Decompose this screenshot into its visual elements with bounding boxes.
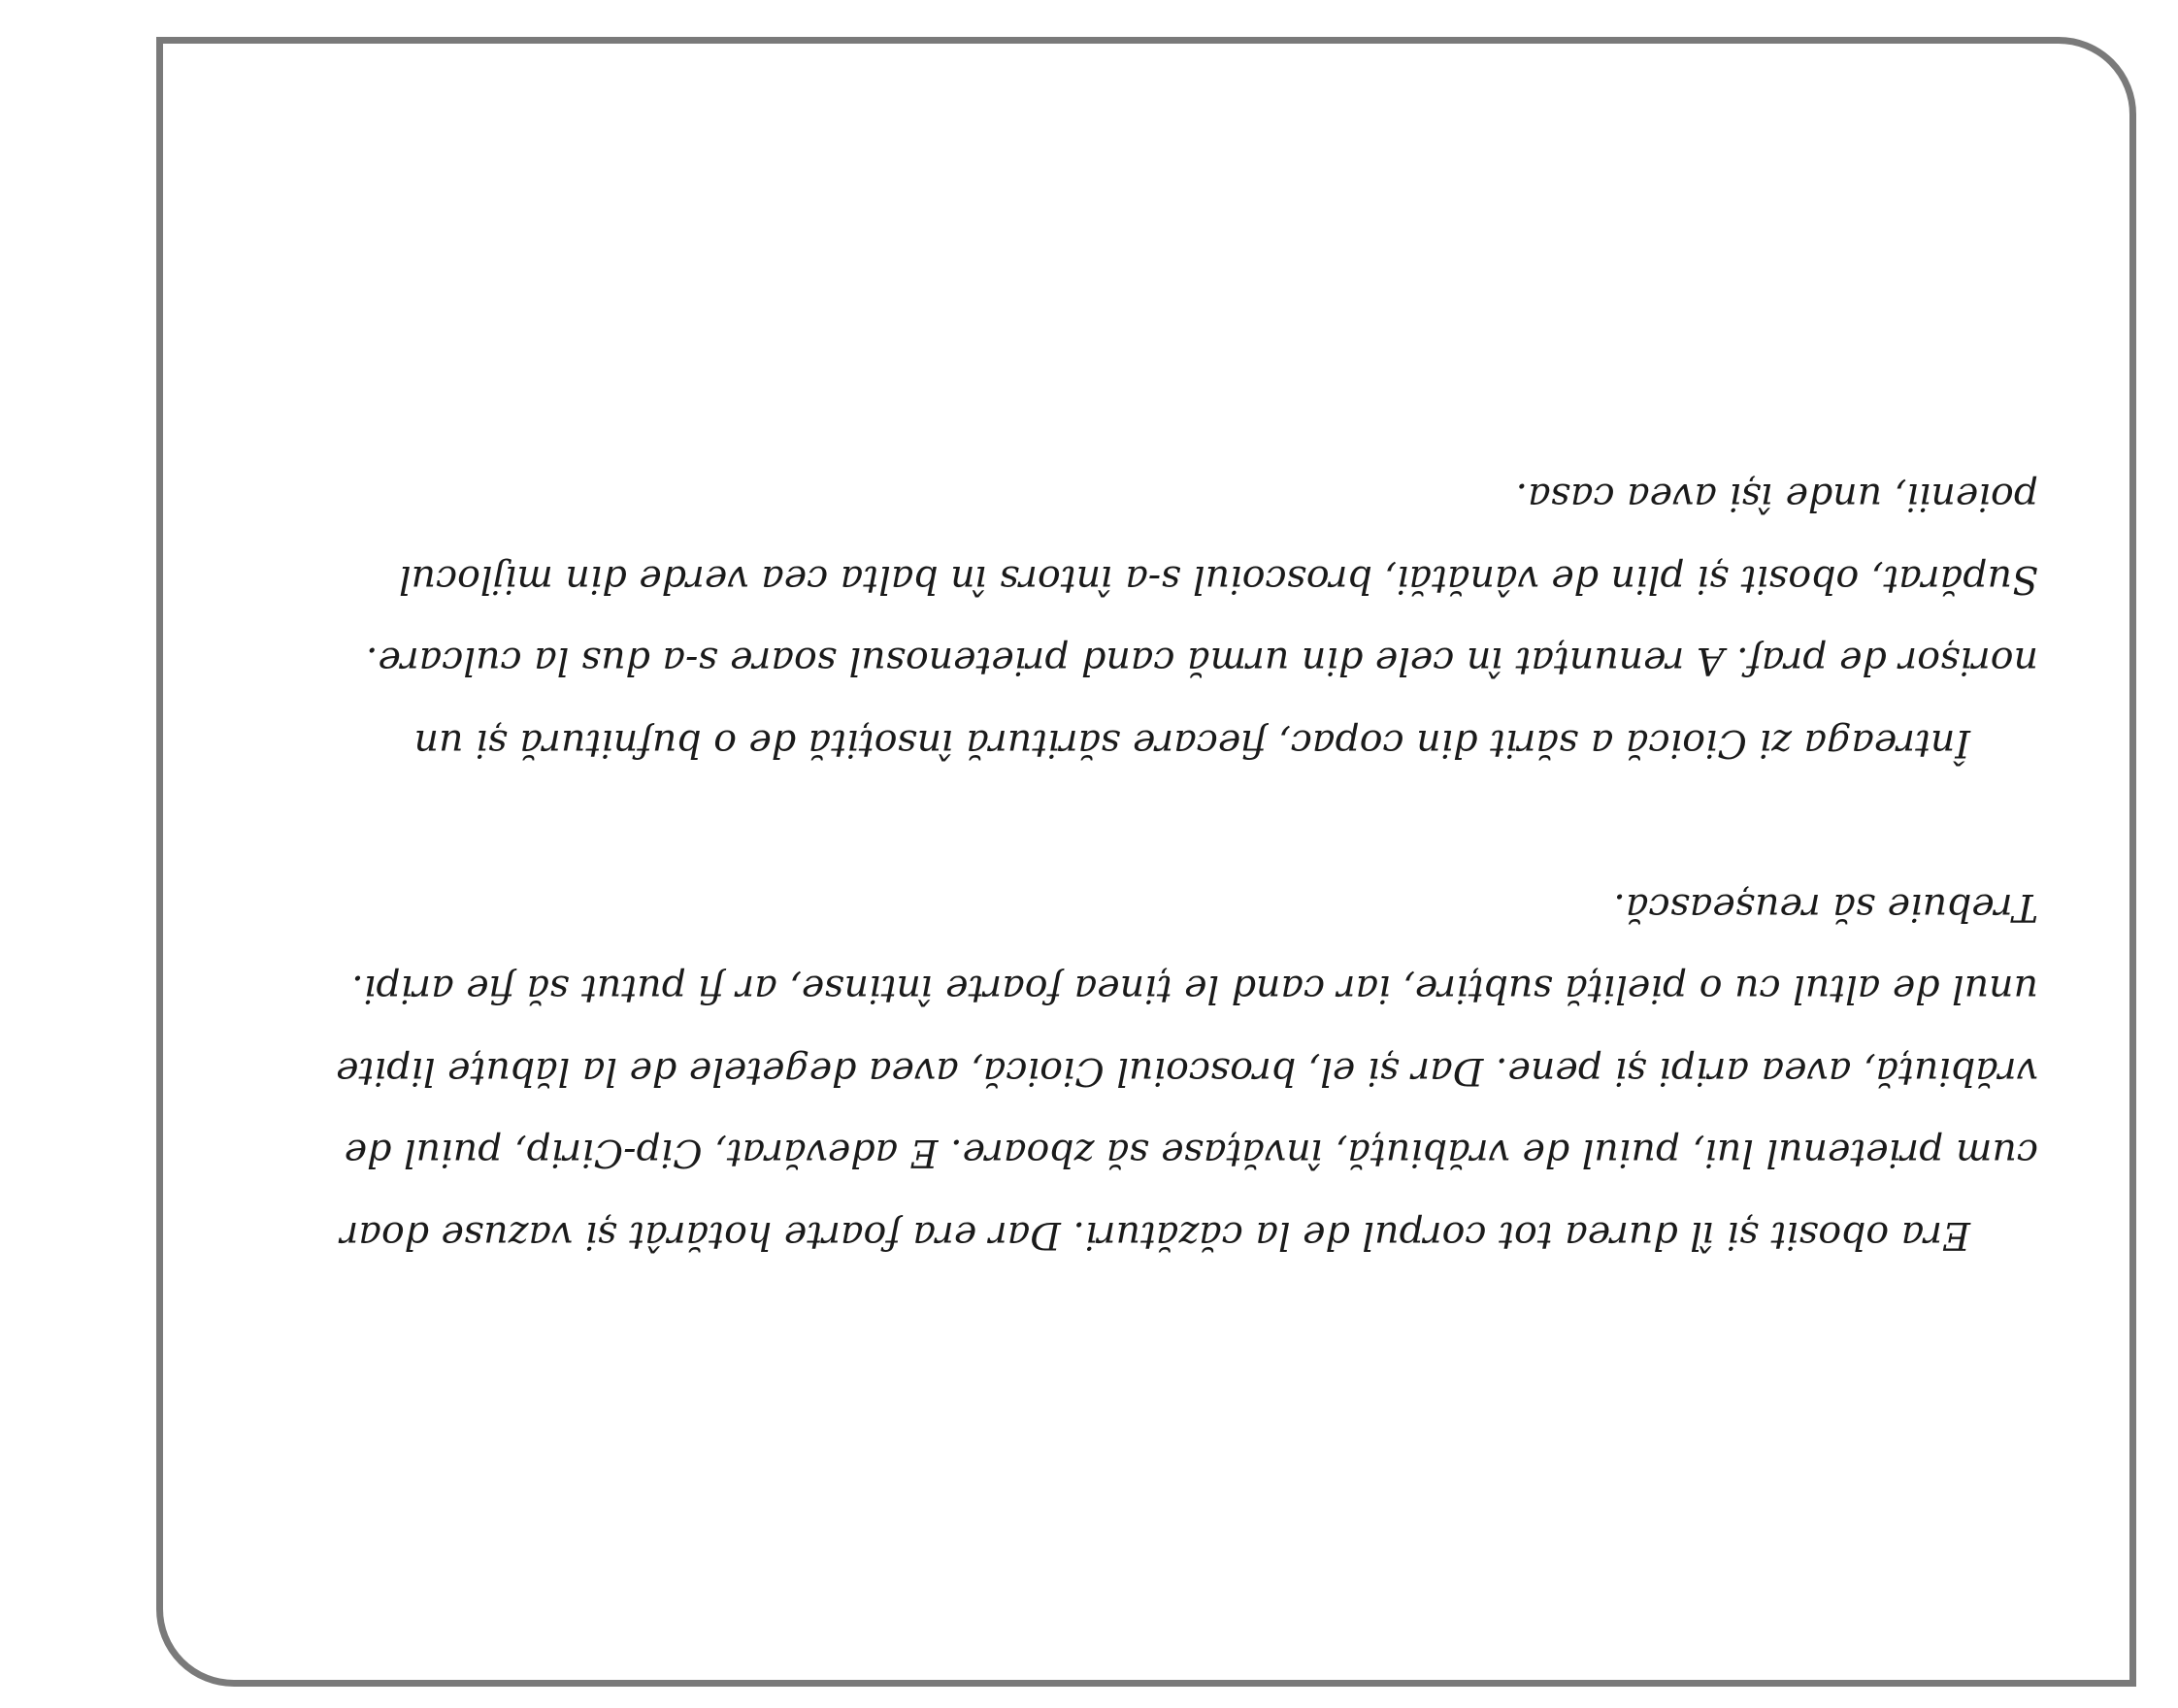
story-paragraph-2: Întreaga zi Cioică a sărit din copac, fiecare săritură însoțită de o bufnitură și un norișor de praf. A renunțat în cele din urmă cand prietenosul soare s-a dus la culcare. Supărat, obosit și plin de vânătăi, broscoiul s-a întors în balta cea verde din mijlocul poienii, unde își avea casa. [365, 475, 2038, 766]
story-text-block [281, 403, 2038, 1276]
story-paragraph-1: Era obosit și îl durea tot corpul de la căzături. Dar era foarte hotărât și vazuse doar cum prietenul lui, puiul de vrăbiuță, învățase să zboare. E adevărat, Cip-Cirip, puiul de vrăbiuță, avea aripi și pene. Dar și el, broscoiul Cioică, avea degetele de la lăbuțe lipite unul de altul cu o pieliță subțire, iar cand le ținea foarte întinse, ar fi putut să fie aripi. Trebuie să reușească. [336, 885, 2038, 1258]
